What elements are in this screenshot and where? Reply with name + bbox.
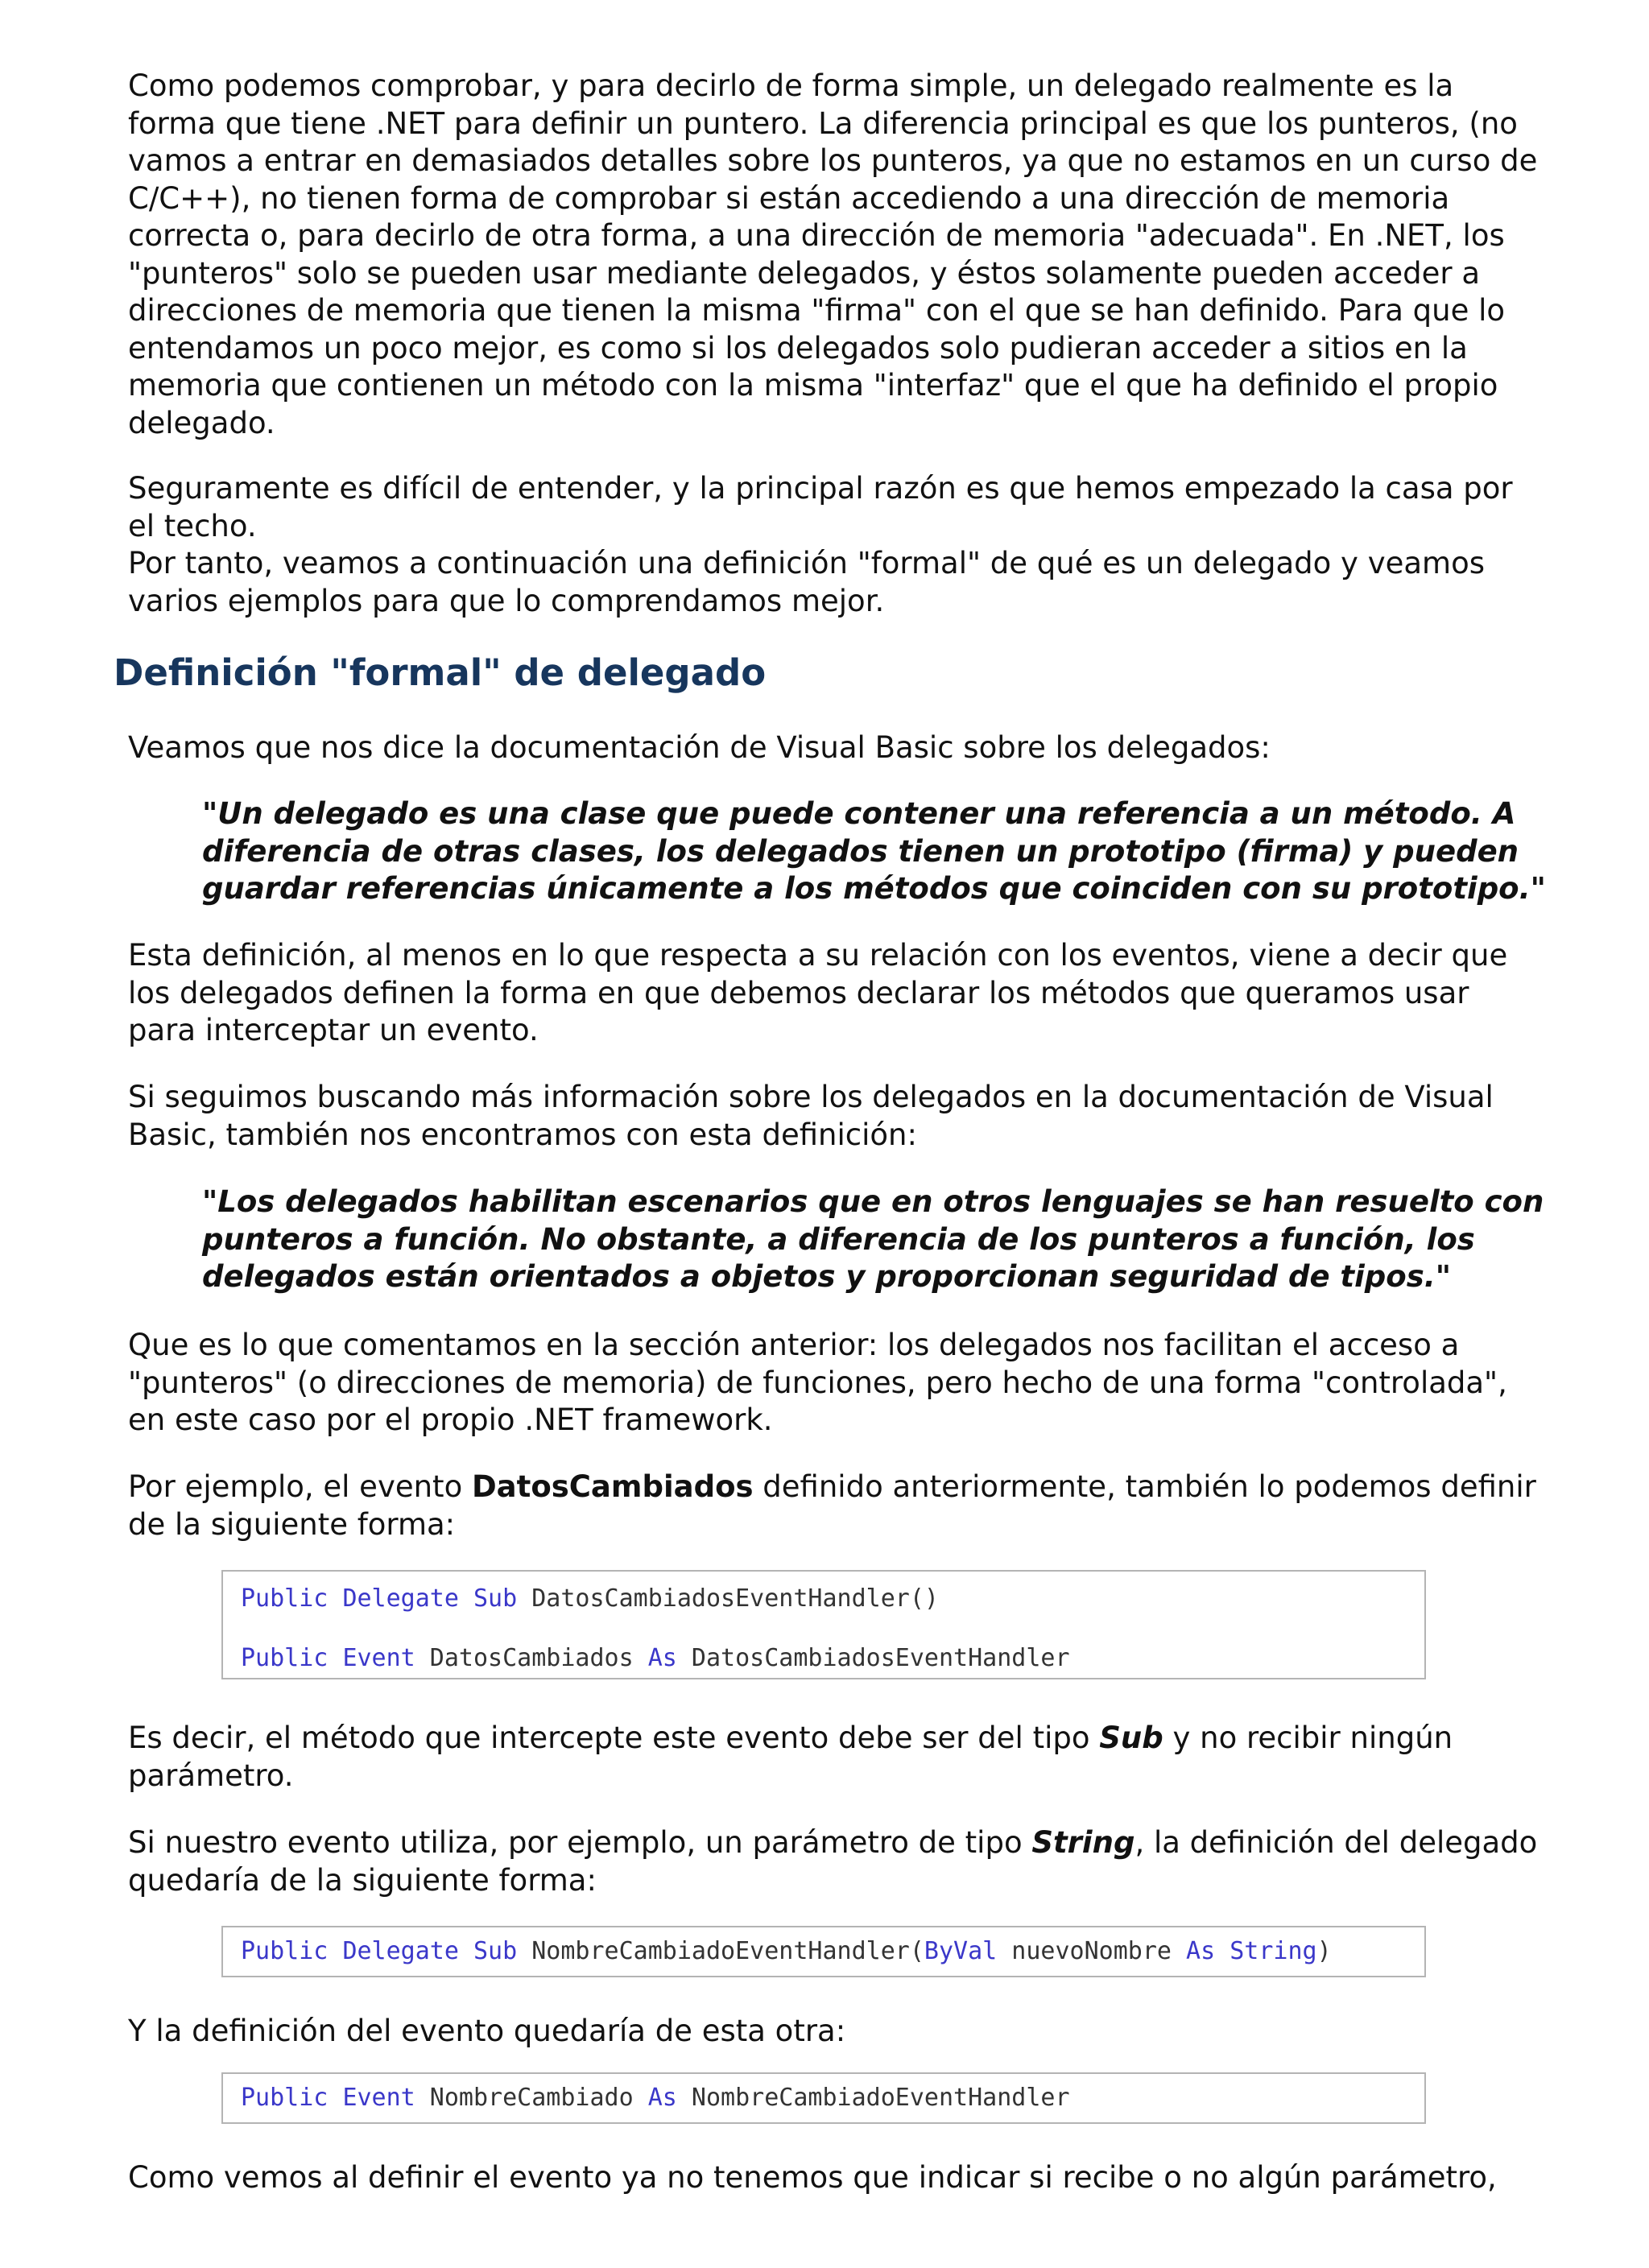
paragraph-difficult-line2: Por tanto, veamos a continuación una definición "formal" de qué es un delegado y veamos varios ejemplos para que lo comprendamos mejor. — [128, 546, 1485, 618]
code-line-delegate-datos — [241, 1584, 939, 1613]
sub-keyword-bold: Sub — [1099, 1721, 1163, 1755]
code-keyword: Event — [342, 1644, 415, 1672]
code-line-event-datos — [241, 1644, 1070, 1673]
quote-delegate-pointers: "Los delegados habilitan escenarios que en otros lenguajes se han resuelto con punteros a función. No obstante, a diferencia de los punteros a función, los delegados están orientados a objetos y proporcionan seguridad de tipos." — [202, 1184, 1544, 1294]
code-text: ) — [1316, 1937, 1332, 1965]
string-keyword-bold: String — [1031, 1825, 1135, 1860]
code-keyword: Delegate — [342, 1937, 459, 1965]
paragraph-string-text-end: , la definición del delegado quedaría de la siguiente forma: — [128, 1825, 1538, 1898]
code-text: DatosCambiadosEventHandler — [676, 1644, 1070, 1672]
code-keyword: Public — [241, 1644, 329, 1672]
paragraph-event-definition: Y la definición del evento quedaría de esta otra: — [128, 2014, 846, 2048]
section-heading: Definición "formal" de delegado — [114, 651, 767, 694]
paragraph-sub-text: Es decir, el método que intercepte este evento debe ser del tipo — [128, 1721, 1100, 1755]
paragraph-example-event — [128, 1469, 1542, 1543]
paragraph-example-text: Por ejemplo, el evento — [128, 1469, 472, 1504]
paragraph-closing: Como vemos al definir el evento ya no tenemos que indicar si recibe o no algún parámetro, — [128, 2160, 1497, 2195]
paragraph-previous-section: Que es lo que comentamos en la sección anterior: los delegados nos facilitan el acceso a "punteros" (o direcciones de memoria) de funciones, pero hecho de una forma "controlada", en este caso por el propio .NET framework. — [128, 1328, 1507, 1437]
code-keyword: ByVal — [924, 1937, 998, 1965]
code-keyword: Sub — [473, 1937, 518, 1965]
paragraph-string-text: Si nuestro evento utiliza, por ejemplo, un parámetro de tipo — [128, 1825, 1032, 1860]
event-name-bold: DatosCambiados — [471, 1469, 754, 1504]
code-keyword: Public — [241, 1937, 329, 1965]
code-keyword: Event — [342, 2084, 415, 2112]
code-keyword: As — [1186, 1937, 1216, 1965]
code-text: nuevoNombre — [997, 1937, 1187, 1965]
paragraph-events-relation: Esta definición, al menos en lo que respecta a su relación con los eventos, viene a decir que los delegados definen la forma en que debemos declarar los métodos que queramos usar para interceptar un evento. — [128, 938, 1508, 1047]
code-keyword: Delegate — [342, 1584, 459, 1613]
paragraph-example-text-end: definido anteriormente, también lo podemos definir de la siguiente forma: — [128, 1469, 1536, 1542]
paragraph-sub-text-end: y no recibir ningún parámetro. — [128, 1721, 1453, 1793]
code-keyword: As — [647, 2084, 677, 2112]
paragraph-more-info: Si seguimos buscando más información sobre los delegados en la documentación de Visual Basic, también nos encontramos con esta definición: — [128, 1080, 1494, 1152]
code-text: NombreCambiadoEventHandler — [676, 2084, 1070, 2112]
code-line-delegate-nombre — [241, 1937, 1332, 1966]
paragraph-string-param — [128, 1824, 1542, 1899]
code-line-event-nombre — [241, 2084, 1070, 2113]
code-text: DatosCambiados — [415, 1644, 648, 1672]
paragraph-difficult — [128, 470, 1542, 620]
code-text: NombreCambiadoEventHandler( — [517, 1937, 924, 1965]
paragraph-sub-type — [128, 1720, 1542, 1795]
code-keyword: Public — [241, 2084, 329, 2112]
code-keyword: As — [647, 1644, 677, 1672]
paragraph-delegate-pointer: Como podemos comprobar, y para decirlo de forma simple, un delegado realmente es la forma que tiene .NET para definir un puntero. La diferencia principal es que los punteros, (no vamos a entrar en demasiados detalles sobre los punteros, ya que no estamos en un curso de C/C++), no tienen forma de comprobar si están accediendo a una dirección de memoria correcta o, para decirlo de otra forma, a una dirección de memoria "adecuada". En .NET, los "punteros" solo se pueden usar mediante delegados, y éstos solamente pueden acceder a direcciones de memoria que tienen la misma "firma" con el que se han definido. Para que lo entendamos un poco mejor, es como si los delegados solo pudieran acceder a sitios en la memoria que contienen un método con la misma "interfaz" que el que ha definido el propio delegado. — [128, 68, 1538, 440]
code-keyword: Public — [241, 1584, 329, 1613]
quote-delegate-definition: "Un delegado es una clase que puede contener una referencia a un método. A diferencia de otras clases, los delegados tienen un prototipo (firma) y pueden guardar referencias únicamente a los métodos que coinciden con su prototipo." — [202, 796, 1546, 906]
code-keyword: Sub — [473, 1584, 518, 1613]
code-keyword: String — [1230, 1937, 1317, 1965]
code-text: NombreCambiado — [415, 2084, 648, 2112]
paragraph-vb-docs: Veamos que nos dice la documentación de Visual Basic sobre los delegados: — [128, 730, 1271, 765]
code-text: DatosCambiadosEventHandler() — [517, 1584, 939, 1613]
paragraph-difficult-line1: Seguramente es difícil de entender, y la principal razón es que hemos empezado la casa por el techo. — [128, 471, 1513, 543]
